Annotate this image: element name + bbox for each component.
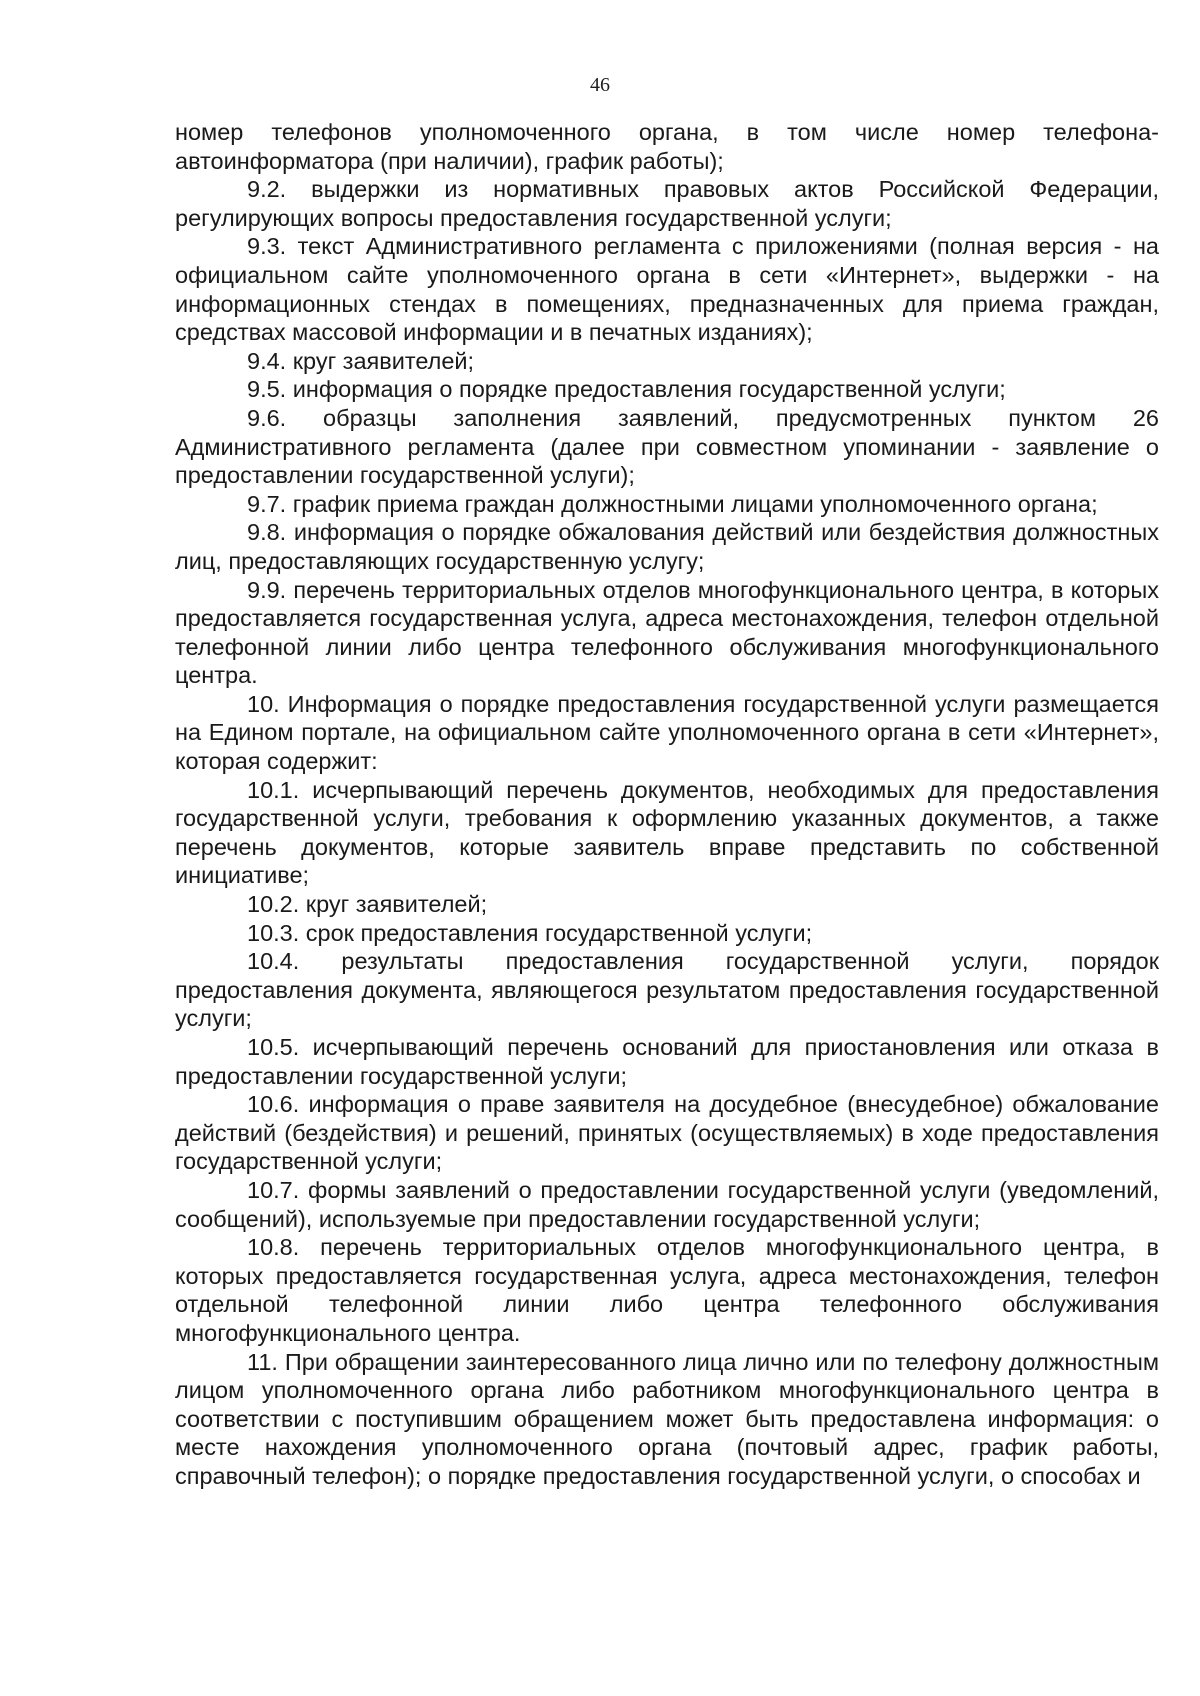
paragraph-10-3: 10.3. срок предоставления государственной услуги; [247,919,813,946]
paragraph-10-8: 10.8. перечень территориальных отделов многофункционального центра, в которых предоставляется государственная услуга, адреса местонахождения, телефон отдельной телефонной линии либо центра телефонного обслуживания многофункционального центра. [175,1234,1159,1346]
paragraph-9-2: 9.2. выдержки из нормативных правовых актов Российской Федерации, регулирующих вопросы предоставления государственной услуги; [175,176,1159,231]
document-body [175,118,1159,1491]
page-number: 46 [590,74,610,96]
paragraph-9-6: 9.6. образцы заполнения заявлений, предусмотренных пунктом 26 Административного регламента (далее при совместном упоминании - заявление о предоставлении государственной услуги); [175,404,1159,489]
paragraph-9-9: 9.9. перечень территориальных отделов многофункционального центра, в которых предоставляется государственная услуга, адреса местонахождения, телефон отдельной телефонной линии либо центра телефонного обслуживания многофункционального центра. [175,576,1159,689]
paragraph-11: 11. При обращении заинтересованного лица лично или по телефону должностным лицом уполномоченного органа либо работником многофункционального центра в соответствии с поступившим обращением может быть предоставлена информация: о месте нахождения уполномоченного органа (почтовый адрес, график работы, справочный телефон); о порядке предоставления государственной услуги, о способах и [175,1348,1159,1489]
paragraph-10-1: 10.1. исчерпывающий перечень документов, необходимых для предоставления государственной услуги, требования к оформлению указанных документов, а также перечень документов, которые заявитель вправе представить по собственной инициативе; [175,776,1159,889]
paragraph-10: 10. Информация о порядке предоставления государственной услуги размещается на Едином портале, на официальном сайте уполномоченного органа в сети «Интернет», которая содержит: [175,690,1159,775]
paragraph-10-6: 10.6. информация о праве заявителя на досудебное (внесудебное) обжалование действий (бездействия) и решений, принятых (осуществляемых) в ходе предоставления государственной услуги; [175,1091,1159,1175]
paragraph-10-7: 10.7. формы заявлений о предоставлении государственной услуги (уведомлений, сообщений), используемые при предоставлении государственной услуги; [175,1176,1159,1232]
paragraph-9-8: 9.8. информация о порядке обжалования действий или бездействия должностных лиц, предоставляющих государственную услугу; [175,519,1159,574]
paragraph-9-7: 9.7. график приема граждан должностными лицами уполномоченного органа; [247,490,1098,517]
paragraph-10-2: 10.2. круг заявителей; [247,891,488,918]
paragraph-10-5: 10.5. исчерпывающий перечень оснований для приостановления или отказа в предоставлении государственной услуги; [175,1034,1159,1089]
paragraph-continuation: номер телефонов уполномоченного органа, в том числе номер телефона-автоинформатора (при наличии), график работы); [175,119,1159,174]
paragraph-9-3: 9.3. текст Административного регламента с приложениями (полная версия - на официальном сайте уполномоченного органа в сети «Интернет», выдержки - на информационных стендах в помещениях, предназначенных для приема граждан, средствах массовой информации и в печатных изданиях); [175,233,1159,346]
paragraph-10-4: 10.4. результаты предоставления государственной услуги, порядок предоставления документа, являющегося результатом предоставления государственной услуги; [175,948,1159,1032]
paragraph-9-4: 9.4. круг заявителей; [247,347,475,374]
paragraph-9-5: 9.5. информация о порядке предоставления государственной услуги; [247,376,1006,403]
